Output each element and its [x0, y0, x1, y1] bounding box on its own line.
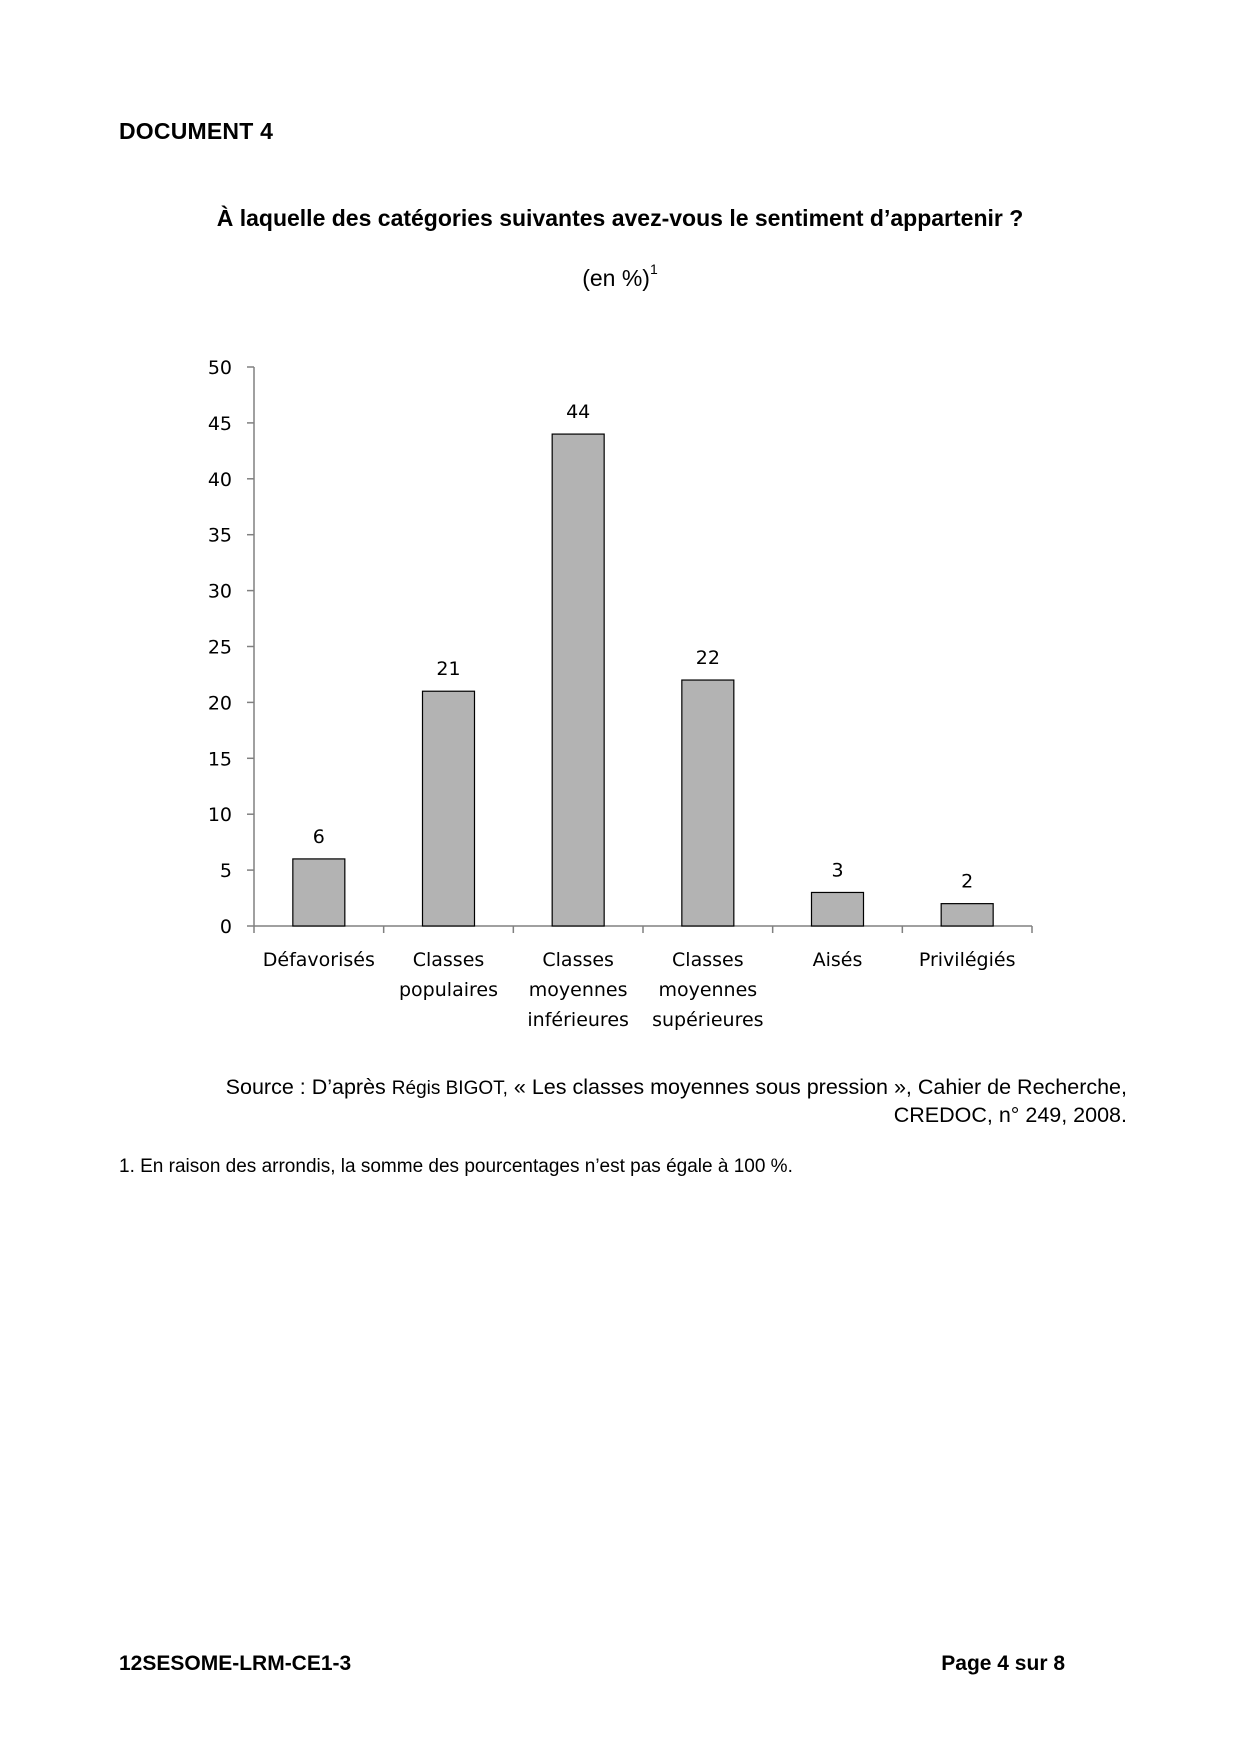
document-label: DOCUMENT 4 [119, 118, 274, 144]
data-label: 6 [312, 825, 325, 848]
footer-page-number: Page 4 sur 8 [941, 1652, 1065, 1675]
source-citation [127, 1074, 1127, 1129]
source-author: Régis BIGOT, [391, 1078, 508, 1099]
category-label: Classes [542, 949, 614, 971]
category-label: supérieures [652, 1009, 764, 1031]
bar [293, 859, 345, 926]
y-tick-label: 15 [207, 748, 232, 771]
y-tick-label: 30 [207, 580, 232, 603]
unit-text: (en %) [582, 265, 650, 291]
category-label: Classes [672, 949, 744, 971]
source-publisher: CREDOC, n° 249, 2008. [893, 1103, 1127, 1127]
y-tick-label: 40 [207, 468, 232, 491]
footer-code: 12SESOME-LRM-CE1-3 [119, 1652, 352, 1675]
bar [941, 904, 993, 926]
category-label: moyennes [528, 979, 628, 1001]
footnote: 1. En raison des arrondis, la somme des pourcentages n’est pas égale à 100 %. [119, 1156, 793, 1177]
chart-title: À laquelle des catégories suivantes avez-vous le sentiment d’appartenir ? [216, 205, 1024, 231]
y-tick-label: 35 [207, 524, 232, 547]
data-label: 2 [961, 870, 974, 893]
data-label: 3 [831, 859, 844, 882]
category-label: inférieures [527, 1009, 629, 1031]
category-label: Aisés [812, 949, 863, 971]
y-tick-label: 10 [207, 804, 232, 827]
category-label: Défavorisés [262, 949, 375, 971]
y-tick-label: 5 [219, 860, 232, 883]
category-label: Classes [412, 949, 485, 971]
source-title: « Les classes moyennes sous pression », Cahier de Recherche, [507, 1075, 1127, 1099]
category-label: moyennes [658, 979, 758, 1001]
bar [552, 434, 604, 926]
source-prefix: Source : D’après [225, 1075, 392, 1099]
y-tick-label: 20 [207, 692, 232, 715]
y-tick-label: 0 [219, 916, 232, 938]
footnote-ref: 1 [649, 261, 658, 277]
y-tick-label: 25 [207, 636, 232, 659]
bar [812, 892, 864, 926]
bar [423, 691, 475, 926]
data-label: 22 [695, 647, 720, 670]
bar [682, 680, 734, 926]
data-label: 21 [436, 658, 461, 681]
data-label: 44 [566, 401, 591, 424]
y-tick-label: 50 [207, 357, 232, 379]
category-label: Privilégiés [918, 949, 1016, 971]
category-label: populaires [399, 979, 498, 1001]
y-tick-label: 45 [207, 412, 232, 435]
